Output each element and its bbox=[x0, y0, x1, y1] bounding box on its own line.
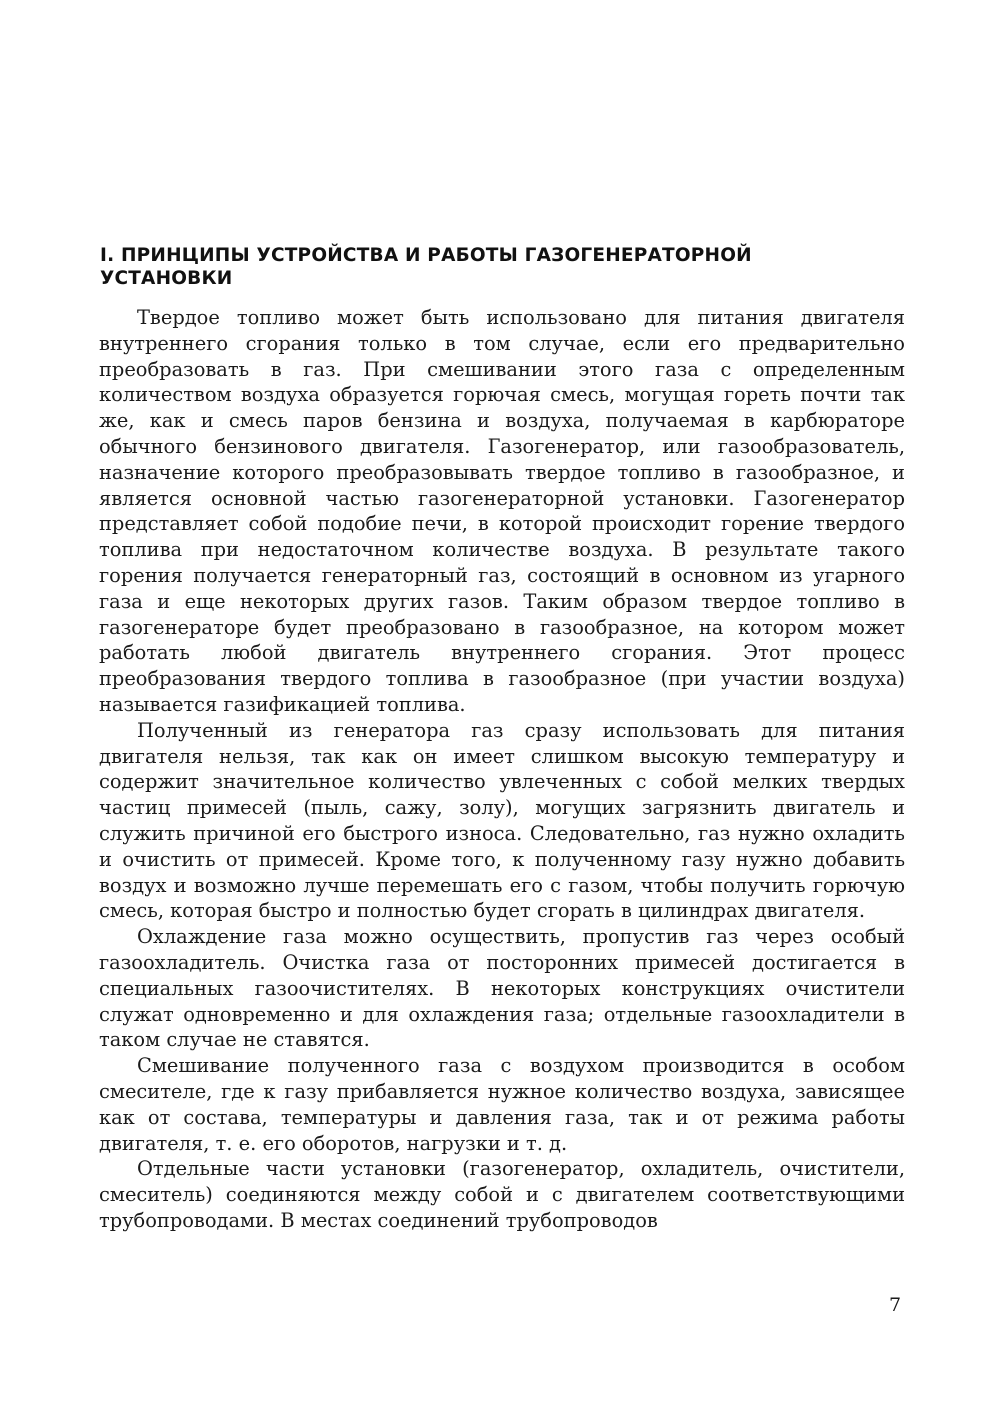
paragraph-1: Твердое топливо может быть использовано для питания двигателя внутреннего сгорания только в том случае, если его предварительно преобразовать в газ. При смешивании этого газа с определенным количеством воздуха образуется горючая смесь, могущая гореть почти так же, как и смесь паров бензина и воздуха, получаемая в карбюраторе обычного бензинового двигателя. Газогенератор, или газообразователь, назначение которого преобразовывать твердое топливо в газообразное, и является основной частью газогенераторной установки. Газогенератор представляет собой подобие печи, в которой происходит горение твердого топлива при недостаточном количестве воздуха. В результате такого горения получается генераторный газ, состоящий в основном из угарного газа и еще некоторых других газов. Таким образом твердое топливо в газогенераторе будет преобразовано в газообразное, на котором может работать любой двигатель внутреннего сгорания. Этот процесс преобразования твердого топлива в газообразное (при участии воздуха) называется газификацией топлива. bbox=[99, 306, 905, 716]
paragraph-5: Отдельные части установки (газогенератор, охладитель, очистители, смеситель) соединяются между собой и с двигателем соответствующими трубопроводами. В местах соединений трубопроводов bbox=[99, 1157, 905, 1232]
chapter-heading: I. ПРИНЦИПЫ УСТРОЙСТВА И РАБОТЫ ГАЗОГЕНЕРАТОРНОЙ УСТАНОВКИ bbox=[100, 245, 752, 289]
paragraph-3: Охлаждение газа можно осуществить, пропустив газ через особый газоохладитель. Очистка газа от посторонних примесей достигается в специальных газоочистителях. В некоторых конструкциях очистители служат одновременно и для охлаждения газа; отдельные газоохладители в таком случае не ставятся. bbox=[99, 925, 905, 1052]
page-number: 7 bbox=[889, 1294, 902, 1316]
paragraph-4: Смешивание полученного газа с воздухом производится в особом смесителе, где к газу прибавляется нужное количество воздуха, зависящее как от состава, температуры и давления газа, так и от режима работы двигателя, т. е. его оборотов, нагрузки и т. д. bbox=[99, 1054, 905, 1155]
body-text bbox=[99, 305, 905, 1234]
paragraph-2: Полученный из генератора газ сразу использовать для питания двигателя нельзя, так как он имеет слишком высокую температуру и содержит значительное количество увлеченных с собой мелких твердых частиц примесей (пыль, сажу, золу), могущих загрязнить двигатель и служить причиной его быстрого износа. Следовательно, газ нужно охладить и очистить от примесей. Кроме того, к полученному газу нужно добавить воздух и возможно лучше перемешать его с газом, чтобы получить горючую смесь, которая быстро и полностью будет сгорать в цилиндрах двигателя. bbox=[99, 718, 905, 923]
